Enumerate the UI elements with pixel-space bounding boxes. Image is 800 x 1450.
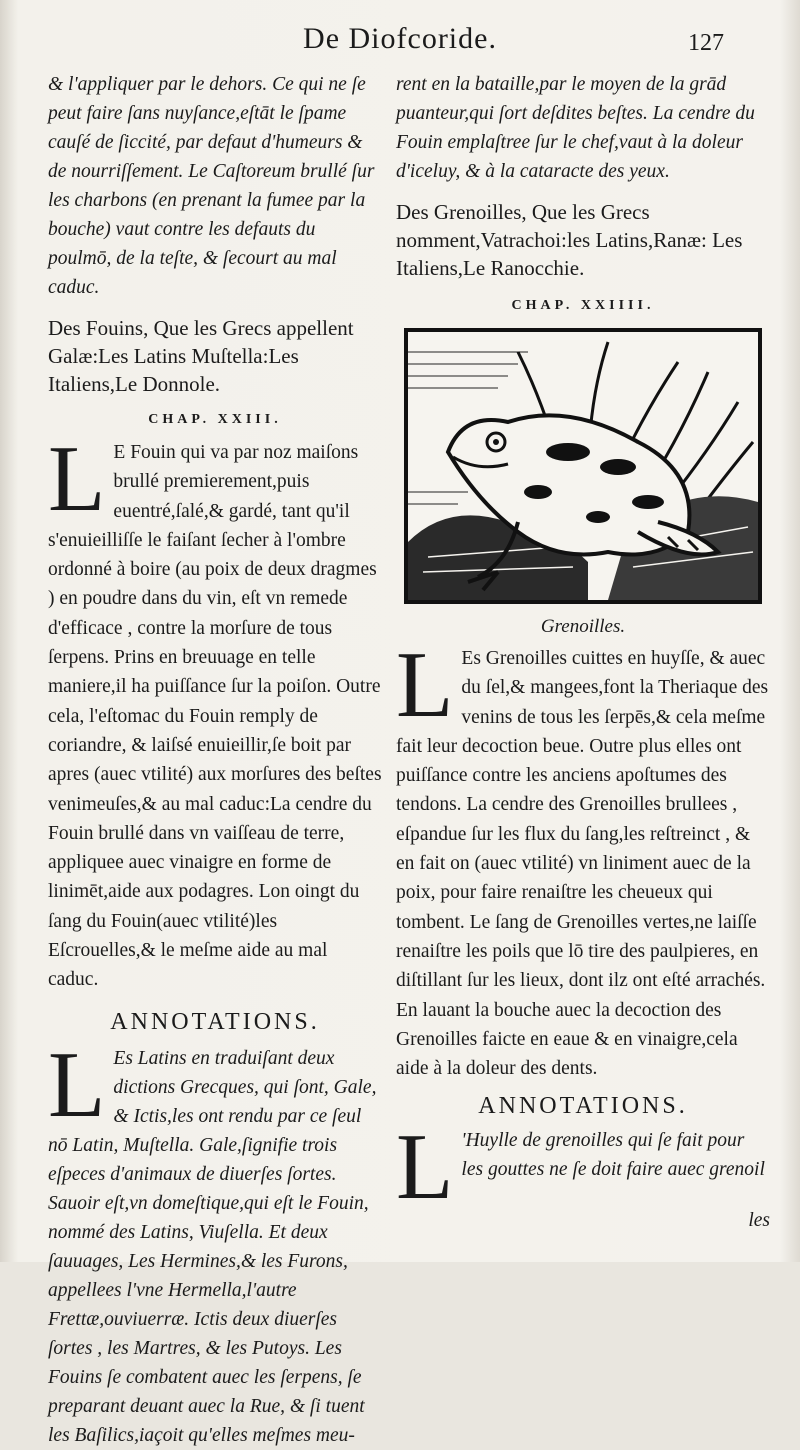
annotations-text: Es Latins en traduiſant deux dictions Grecques, qui ſont, Gale, & Ictis,les ont rendu par ce ſeul nō Latin, Muſtella. Gale,ſignifie trois eſpeces d'animaux de diuerſes ſortes. Sauoir eſt,vn domeſtique,qui eſt le Fouin, nommé des Latins, Viuſella. Et deux ſauuages, Les Hermines,& les Furons, appellees l'vne Hermella,l'autre Frettæ,ouviuerræ. Ictis deux diuerſes ſortes , les Martres, & les Putoys. Les Fouins ſe combatent auec les ſerpens, ſe preparant deuant auec la Rue, & ſi tuent les Baſilics,iaçoit qu'elles meſmes meu-	[48, 1047, 377, 1446]
annotations-body	[396, 1115, 770, 1235]
chapter-label: CHAP. XXIIII.	[511, 298, 655, 313]
annotations-body	[48, 1032, 382, 1450]
drop-cap: L	[396, 1115, 454, 1220]
chapter-body	[396, 633, 770, 1083]
continued-text: & l'appliquer par le dehors. Ce qui ne ſe peut faire ſans nuyſance,eſtāt le ſpame cauſé de ſiccité, par defaut d'humeurs & de nourriſſement. Le Caſtoreum brullé ſur les charbons (en prenant la fumee par la bouche) vaut contre les defauts du poulmō, de la teſte, & ſecourt au mal caduc.	[48, 74, 375, 298]
right-column	[396, 70, 770, 1235]
left-column	[48, 70, 382, 1450]
catchword: les	[748, 1210, 770, 1232]
drop-cap: L	[48, 427, 106, 531]
annotations-heading: ANNOTATIONS.	[478, 1093, 688, 1120]
illustration-caption: Grenoilles.	[540, 616, 626, 637]
chapter-label: CHAP. XXIII.	[148, 412, 282, 427]
drop-cap: L	[396, 633, 454, 737]
drop-cap: L	[48, 1032, 106, 1137]
annotations-text: 'Huylle de grenoilles qui ſe fait pour les gouttes ne ſe doit faire auec grenoil	[461, 1130, 765, 1181]
section-heading-fouins: Des Fouins, Que les Grecs appellent Galæ:Les Latins Muſtella:Les Italiens,Le Donnole.	[48, 316, 354, 396]
frog-woodcut-icon	[404, 328, 762, 604]
body-text: E Fouin qui va par noz maiſons brullé premierement,puis euentré,ſalé,& gardé, tant qu'il s'enuieilliſſe le faiſant ſecher à l'ombre ordonné à boire (au poix de deux dragmes ) en poudre dans du vin, eſt vn remede d'efficace , contre la morſure de tous ſerpens. Prins en breuuage en telle maniere,il ha puiſſance ſur la poiſon. Outre cela, l'eſtomac du Fouin remply de coriandre, & laiſsé enuieillir,ſe boit par apres (auec vtilité) aux morſures des beſtes venimeuſes,& au mal caduc:La cendre du Fouin brullé dans vn vaiſſeau de terre, appliquee auec vinaigre en forme de linimēt,aide aux podagres. Lon oingt du ſang du Fouin(auec vtilité)les Eſcrouelles,& le meſme aide au mal caduc.	[48, 442, 382, 991]
page-number: 127	[688, 30, 724, 56]
body-text: Es Grenoilles cuittes en huyſſe, & auec du ſel,& mangees,font la Theriaque des venins de tous les ſerpēs,& cela meſme fait leur decoction beue. Outre plus elles ont puiſſance contre les anciens apoſtumes des tendons. La cendre des Grenoilles brullees , eſpandue ſur les flux du ſang,les reſtreinct , & en fait on (auec vtilité) vn liniment auec de la poix, pour faire renaiſtre les cheueux qui tombent. Le ſang de Grenoilles vertes,ne laiſſe renaiſtre les poils que lō tire des paulpieres, en diſtillant ſur les lieux, dont ilz ont eſté arrachés. En lauant la bouche auec la decoction des Grenoilles faicte en eaue & en vinaigre,cela aide à la doleur des dents.	[396, 648, 769, 1080]
section-heading-grenoilles: Des Grenoilles, Que les Grecs nomment,Vatrachoi:les Latins,Ranæ: Les Italiens,Le Ranocchie.	[396, 200, 743, 280]
running-head: De Diofcoride.	[303, 22, 497, 55]
annotations-heading: ANNOTATIONS.	[110, 1008, 320, 1035]
continued-text: rent en la bataille,par le moyen de la grād puanteur,qui ſort deſdites beſtes. La cendre du Fouin emplaſtree ſur le chef,vaut à la doleur d'iceluy, & à la cataracte des yeux.	[396, 74, 755, 182]
chapter-body	[48, 427, 382, 995]
